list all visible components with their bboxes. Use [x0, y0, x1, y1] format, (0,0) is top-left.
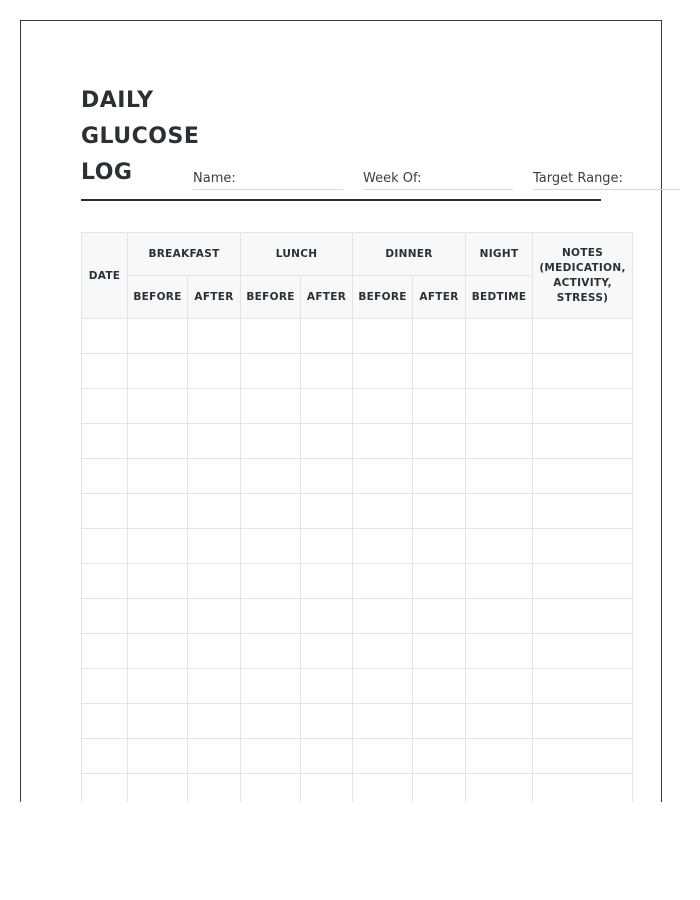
- entry-cell-notes[interactable]: [533, 704, 633, 739]
- glucose-log-table: [81, 232, 633, 804]
- entry-cell-breakfast-after[interactable]: [188, 424, 241, 459]
- column-header-dinner-after: AFTER: [413, 276, 466, 319]
- entry-cell-lunch-before[interactable]: [241, 739, 301, 774]
- entry-cell-breakfast-after[interactable]: [188, 739, 241, 774]
- group-header-dinner: DINNER: [353, 233, 466, 276]
- entry-cell-dinner-before[interactable]: [353, 669, 413, 704]
- entry-cell-breakfast-before[interactable]: [128, 564, 188, 599]
- entry-cell-date[interactable]: [82, 389, 128, 424]
- entry-cell-breakfast-after[interactable]: [188, 634, 241, 669]
- entry-cell-dinner-before[interactable]: [353, 494, 413, 529]
- entry-cell-breakfast-after[interactable]: [188, 599, 241, 634]
- entry-cell-breakfast-before[interactable]: [128, 529, 188, 564]
- entry-cell-bedtime[interactable]: [466, 424, 533, 459]
- entry-cell-breakfast-before[interactable]: [128, 424, 188, 459]
- entry-cell-notes[interactable]: [533, 424, 633, 459]
- entry-cell-lunch-after[interactable]: [301, 704, 353, 739]
- entry-cell-breakfast-after[interactable]: [188, 459, 241, 494]
- entry-cell-dinner-after[interactable]: [413, 529, 466, 564]
- table-row: [82, 389, 633, 424]
- entry-cell-dinner-before[interactable]: [353, 739, 413, 774]
- entry-cell-dinner-after[interactable]: [413, 669, 466, 704]
- column-header-lunch-after: AFTER: [301, 276, 353, 319]
- entry-cell-lunch-before[interactable]: [241, 354, 301, 389]
- entry-cell-dinner-before[interactable]: [353, 634, 413, 669]
- column-header-breakfast-after: AFTER: [188, 276, 241, 319]
- page-title: DAILY GLUCOSE LOG: [81, 88, 200, 185]
- entry-cell-date[interactable]: [82, 319, 128, 354]
- entry-cell-lunch-before[interactable]: [241, 774, 301, 805]
- entry-cell-lunch-after[interactable]: [301, 319, 353, 354]
- entry-cell-breakfast-before[interactable]: [128, 494, 188, 529]
- entry-cell-dinner-after[interactable]: [413, 424, 466, 459]
- entry-cell-notes[interactable]: [533, 669, 633, 704]
- entry-cell-lunch-after[interactable]: [301, 494, 353, 529]
- entry-cell-lunch-after[interactable]: [301, 389, 353, 424]
- table-row: [82, 739, 633, 774]
- entry-cell-date[interactable]: [82, 564, 128, 599]
- entry-cell-bedtime[interactable]: [466, 459, 533, 494]
- entry-cell-bedtime[interactable]: [466, 599, 533, 634]
- entry-cell-dinner-before[interactable]: [353, 564, 413, 599]
- entry-cell-breakfast-after[interactable]: [188, 564, 241, 599]
- entry-cell-lunch-before[interactable]: [241, 319, 301, 354]
- entry-cell-bedtime[interactable]: [466, 739, 533, 774]
- entry-cell-breakfast-before[interactable]: [128, 739, 188, 774]
- entry-cell-notes[interactable]: [533, 634, 633, 669]
- entry-cell-bedtime[interactable]: [466, 529, 533, 564]
- header-rule: [81, 199, 601, 201]
- entry-cell-notes[interactable]: [533, 529, 633, 564]
- group-header-breakfast: BREAKFAST: [128, 233, 241, 276]
- entry-cell-breakfast-after[interactable]: [188, 494, 241, 529]
- entry-cell-bedtime[interactable]: [466, 704, 533, 739]
- entry-cell-date[interactable]: [82, 459, 128, 494]
- entry-cell-breakfast-before[interactable]: [128, 774, 188, 805]
- entry-cell-date[interactable]: [82, 354, 128, 389]
- entry-cell-dinner-after[interactable]: [413, 599, 466, 634]
- entry-cell-breakfast-before[interactable]: [128, 354, 188, 389]
- entry-cell-notes[interactable]: [533, 319, 633, 354]
- entry-cell-date[interactable]: [82, 739, 128, 774]
- entry-cell-bedtime[interactable]: [466, 494, 533, 529]
- table-row: [82, 669, 633, 704]
- entry-cell-notes[interactable]: [533, 459, 633, 494]
- entry-cell-date[interactable]: [82, 424, 128, 459]
- entry-cell-notes[interactable]: [533, 564, 633, 599]
- entry-cell-breakfast-before[interactable]: [128, 389, 188, 424]
- entry-cell-breakfast-before[interactable]: [128, 704, 188, 739]
- group-header-night: NIGHT: [466, 233, 533, 276]
- entry-cell-notes[interactable]: [533, 494, 633, 529]
- entry-cell-bedtime[interactable]: [466, 669, 533, 704]
- entry-cell-dinner-before[interactable]: [353, 354, 413, 389]
- entry-cell-bedtime[interactable]: [466, 354, 533, 389]
- entry-cell-dinner-before[interactable]: [353, 774, 413, 805]
- table-row: [82, 494, 633, 529]
- column-header-night-bedtime: BEDTIME: [466, 276, 533, 319]
- entry-cell-lunch-after[interactable]: [301, 669, 353, 704]
- entry-cell-dinner-after[interactable]: [413, 494, 466, 529]
- name-field[interactable]: [193, 169, 343, 190]
- log-page: [20, 20, 662, 803]
- entry-cell-lunch-before[interactable]: [241, 424, 301, 459]
- entry-cell-bedtime[interactable]: [466, 564, 533, 599]
- table-row: [82, 634, 633, 669]
- log-rows: [82, 319, 633, 805]
- entry-cell-dinner-before[interactable]: [353, 599, 413, 634]
- entry-cell-lunch-after[interactable]: [301, 599, 353, 634]
- entry-cell-date[interactable]: [82, 704, 128, 739]
- table-row: [82, 774, 633, 805]
- entry-cell-bedtime[interactable]: [466, 319, 533, 354]
- table-row: [82, 459, 633, 494]
- entry-cell-bedtime[interactable]: [466, 389, 533, 424]
- entry-cell-breakfast-after[interactable]: [188, 354, 241, 389]
- column-header-breakfast-before: BEFORE: [128, 276, 188, 319]
- entry-cell-dinner-before[interactable]: [353, 389, 413, 424]
- entry-cell-date[interactable]: [82, 599, 128, 634]
- entry-cell-lunch-before[interactable]: [241, 704, 301, 739]
- entry-cell-breakfast-after[interactable]: [188, 669, 241, 704]
- entry-cell-dinner-after[interactable]: [413, 739, 466, 774]
- entry-cell-bedtime[interactable]: [466, 774, 533, 805]
- entry-cell-date[interactable]: [82, 529, 128, 564]
- week-of-field[interactable]: [363, 169, 513, 190]
- group-header-lunch: LUNCH: [241, 233, 353, 276]
- entry-cell-lunch-after[interactable]: [301, 774, 353, 805]
- table-row: [82, 704, 633, 739]
- entry-cell-notes[interactable]: [533, 774, 633, 805]
- entry-cell-dinner-after[interactable]: [413, 774, 466, 805]
- entry-cell-lunch-before[interactable]: [241, 529, 301, 564]
- entry-cell-breakfast-before[interactable]: [128, 459, 188, 494]
- table-row: [82, 424, 633, 459]
- entry-cell-notes[interactable]: [533, 739, 633, 774]
- entry-cell-lunch-before[interactable]: [241, 494, 301, 529]
- entry-cell-dinner-after[interactable]: [413, 389, 466, 424]
- entry-cell-dinner-before[interactable]: [353, 704, 413, 739]
- entry-cell-dinner-before[interactable]: [353, 529, 413, 564]
- entry-cell-notes[interactable]: [533, 599, 633, 634]
- entry-cell-date[interactable]: [82, 774, 128, 805]
- entry-cell-bedtime[interactable]: [466, 634, 533, 669]
- entry-cell-lunch-after[interactable]: [301, 424, 353, 459]
- column-header-notes: NOTES (MEDICATION, ACTIVITY, STRESS): [533, 233, 633, 319]
- entry-cell-breakfast-after[interactable]: [188, 774, 241, 805]
- table-row: [82, 319, 633, 354]
- entry-cell-notes[interactable]: [533, 389, 633, 424]
- entry-cell-dinner-before[interactable]: [353, 459, 413, 494]
- table-row: [82, 599, 633, 634]
- entry-cell-dinner-after[interactable]: [413, 564, 466, 599]
- column-header-date: DATE: [82, 233, 128, 319]
- entry-cell-lunch-after[interactable]: [301, 634, 353, 669]
- name-label: Name:: [193, 171, 236, 186]
- column-header-dinner-before: BEFORE: [353, 276, 413, 319]
- entry-cell-breakfast-before[interactable]: [128, 599, 188, 634]
- entry-cell-date[interactable]: [82, 669, 128, 704]
- entry-cell-date[interactable]: [82, 634, 128, 669]
- entry-cell-breakfast-before[interactable]: [128, 634, 188, 669]
- entry-cell-breakfast-before[interactable]: [128, 669, 188, 704]
- week-of-label: Week Of:: [363, 171, 422, 186]
- entry-cell-lunch-after[interactable]: [301, 459, 353, 494]
- page-cutoff: [0, 802, 700, 900]
- entry-cell-dinner-after[interactable]: [413, 354, 466, 389]
- entry-cell-lunch-after[interactable]: [301, 354, 353, 389]
- target-range-label: Target Range:: [533, 171, 623, 186]
- entry-cell-dinner-after[interactable]: [413, 459, 466, 494]
- entry-cell-dinner-after[interactable]: [413, 319, 466, 354]
- column-header-lunch-before: BEFORE: [241, 276, 301, 319]
- entry-cell-notes[interactable]: [533, 354, 633, 389]
- entry-cell-lunch-after[interactable]: [301, 529, 353, 564]
- table-row: [82, 529, 633, 564]
- entry-cell-dinner-before[interactable]: [353, 424, 413, 459]
- entry-cell-breakfast-after[interactable]: [188, 704, 241, 739]
- entry-cell-breakfast-before[interactable]: [128, 319, 188, 354]
- target-range-field[interactable]: [533, 169, 680, 190]
- entry-cell-date[interactable]: [82, 494, 128, 529]
- table-row: [82, 564, 633, 599]
- entry-cell-breakfast-after[interactable]: [188, 389, 241, 424]
- entry-cell-lunch-after[interactable]: [301, 739, 353, 774]
- entry-cell-lunch-before[interactable]: [241, 634, 301, 669]
- entry-cell-lunch-before[interactable]: [241, 669, 301, 704]
- entry-cell-dinner-before[interactable]: [353, 319, 413, 354]
- entry-cell-dinner-after[interactable]: [413, 704, 466, 739]
- entry-cell-lunch-before[interactable]: [241, 599, 301, 634]
- entry-cell-breakfast-after[interactable]: [188, 319, 241, 354]
- entry-cell-breakfast-after[interactable]: [188, 529, 241, 564]
- entry-cell-dinner-after[interactable]: [413, 634, 466, 669]
- entry-cell-lunch-after[interactable]: [301, 564, 353, 599]
- entry-cell-lunch-before[interactable]: [241, 564, 301, 599]
- table-row: [82, 354, 633, 389]
- entry-cell-lunch-before[interactable]: [241, 459, 301, 494]
- entry-cell-lunch-before[interactable]: [241, 389, 301, 424]
